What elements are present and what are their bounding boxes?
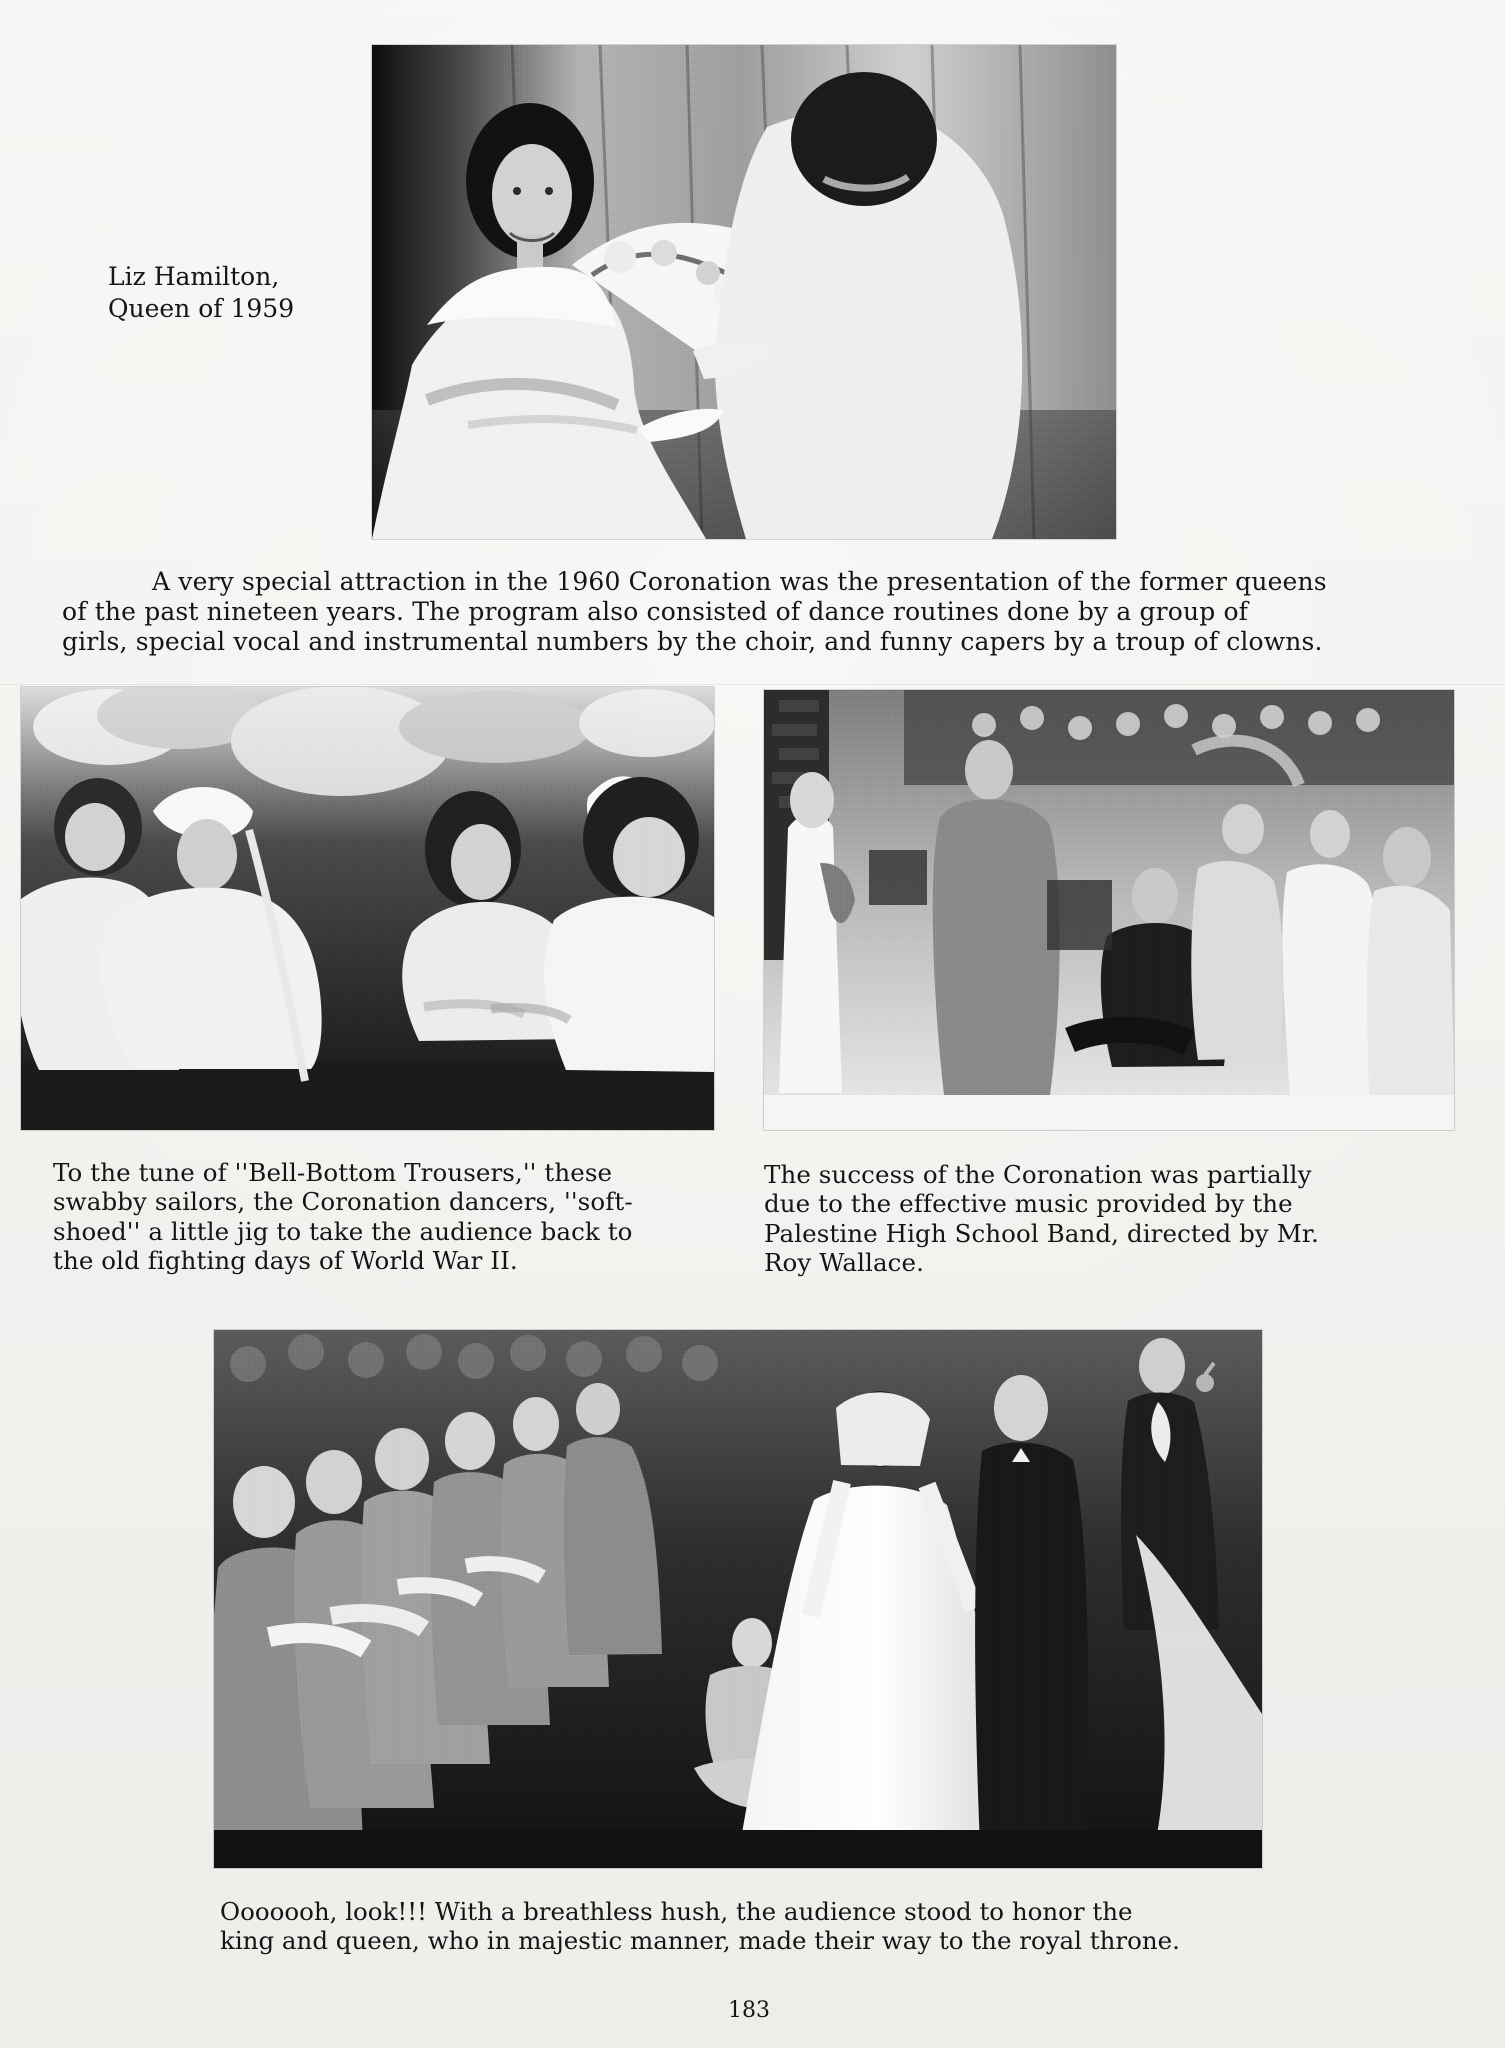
dancers-caption-line-2: swabby sailors, the Coronation dancers, ''soft- bbox=[53, 1187, 633, 1217]
dancers-caption-line-1: To the tune of ''Bell-Bottom Trousers,'' these bbox=[53, 1158, 613, 1187]
band-caption-line-4: Roy Wallace. bbox=[764, 1248, 924, 1278]
royal-caption-line-2: king and queen, who in majestic manner, made their way to the royal throne. bbox=[220, 1925, 1180, 1955]
dancers-caption-line-3: shoed'' a little jig to take the audience back to bbox=[53, 1216, 633, 1246]
intro-line-3: girls, special vocal and instrumental numbers by the choir, and funny capers by a troup of clowns. bbox=[62, 626, 1323, 656]
royal-caption-line-1: Ooooooh, look!!! With a breathless hush, the audience stood to honor the bbox=[220, 1897, 1133, 1926]
band-caption-line-1: The success of the Coronation was partially bbox=[764, 1160, 1312, 1189]
band-caption-line-2: due to the effective music provided by the bbox=[764, 1189, 1293, 1219]
queen-caption-line-2: Queen of 1959 bbox=[108, 294, 295, 323]
queen-presentation-image bbox=[372, 45, 1116, 539]
royal-procession-caption bbox=[220, 1898, 1320, 1956]
school-band-image bbox=[764, 690, 1454, 1130]
royal-procession-photo bbox=[214, 1330, 1262, 1868]
sailor-dancers-image bbox=[21, 687, 714, 1130]
intro-line-1: A very special attraction in the 1960 Coronation was the presentation of the former queens bbox=[152, 567, 1327, 596]
school-band-caption bbox=[764, 1160, 1404, 1278]
section-rule bbox=[0, 684, 1505, 685]
dancers-caption-line-4: the old fighting days of World War II. bbox=[53, 1246, 518, 1276]
band-caption-line-3: Palestine High School Band, directed by Mr. bbox=[764, 1218, 1319, 1248]
queen-photo-caption bbox=[108, 261, 338, 325]
sailor-dancers-caption bbox=[53, 1158, 713, 1276]
queen-presentation-photo bbox=[372, 45, 1116, 539]
royal-procession-image bbox=[214, 1330, 1262, 1868]
page-number: 183 bbox=[728, 1998, 770, 2023]
queen-caption-line-1: Liz Hamilton, bbox=[108, 262, 280, 291]
sailor-dancers-photo bbox=[21, 687, 714, 1130]
intro-line-2: of the past nineteen years. The program also consisted of dance routines done by a group of bbox=[62, 596, 1249, 626]
intro-paragraph bbox=[62, 567, 1448, 656]
school-band-photo bbox=[764, 690, 1454, 1130]
